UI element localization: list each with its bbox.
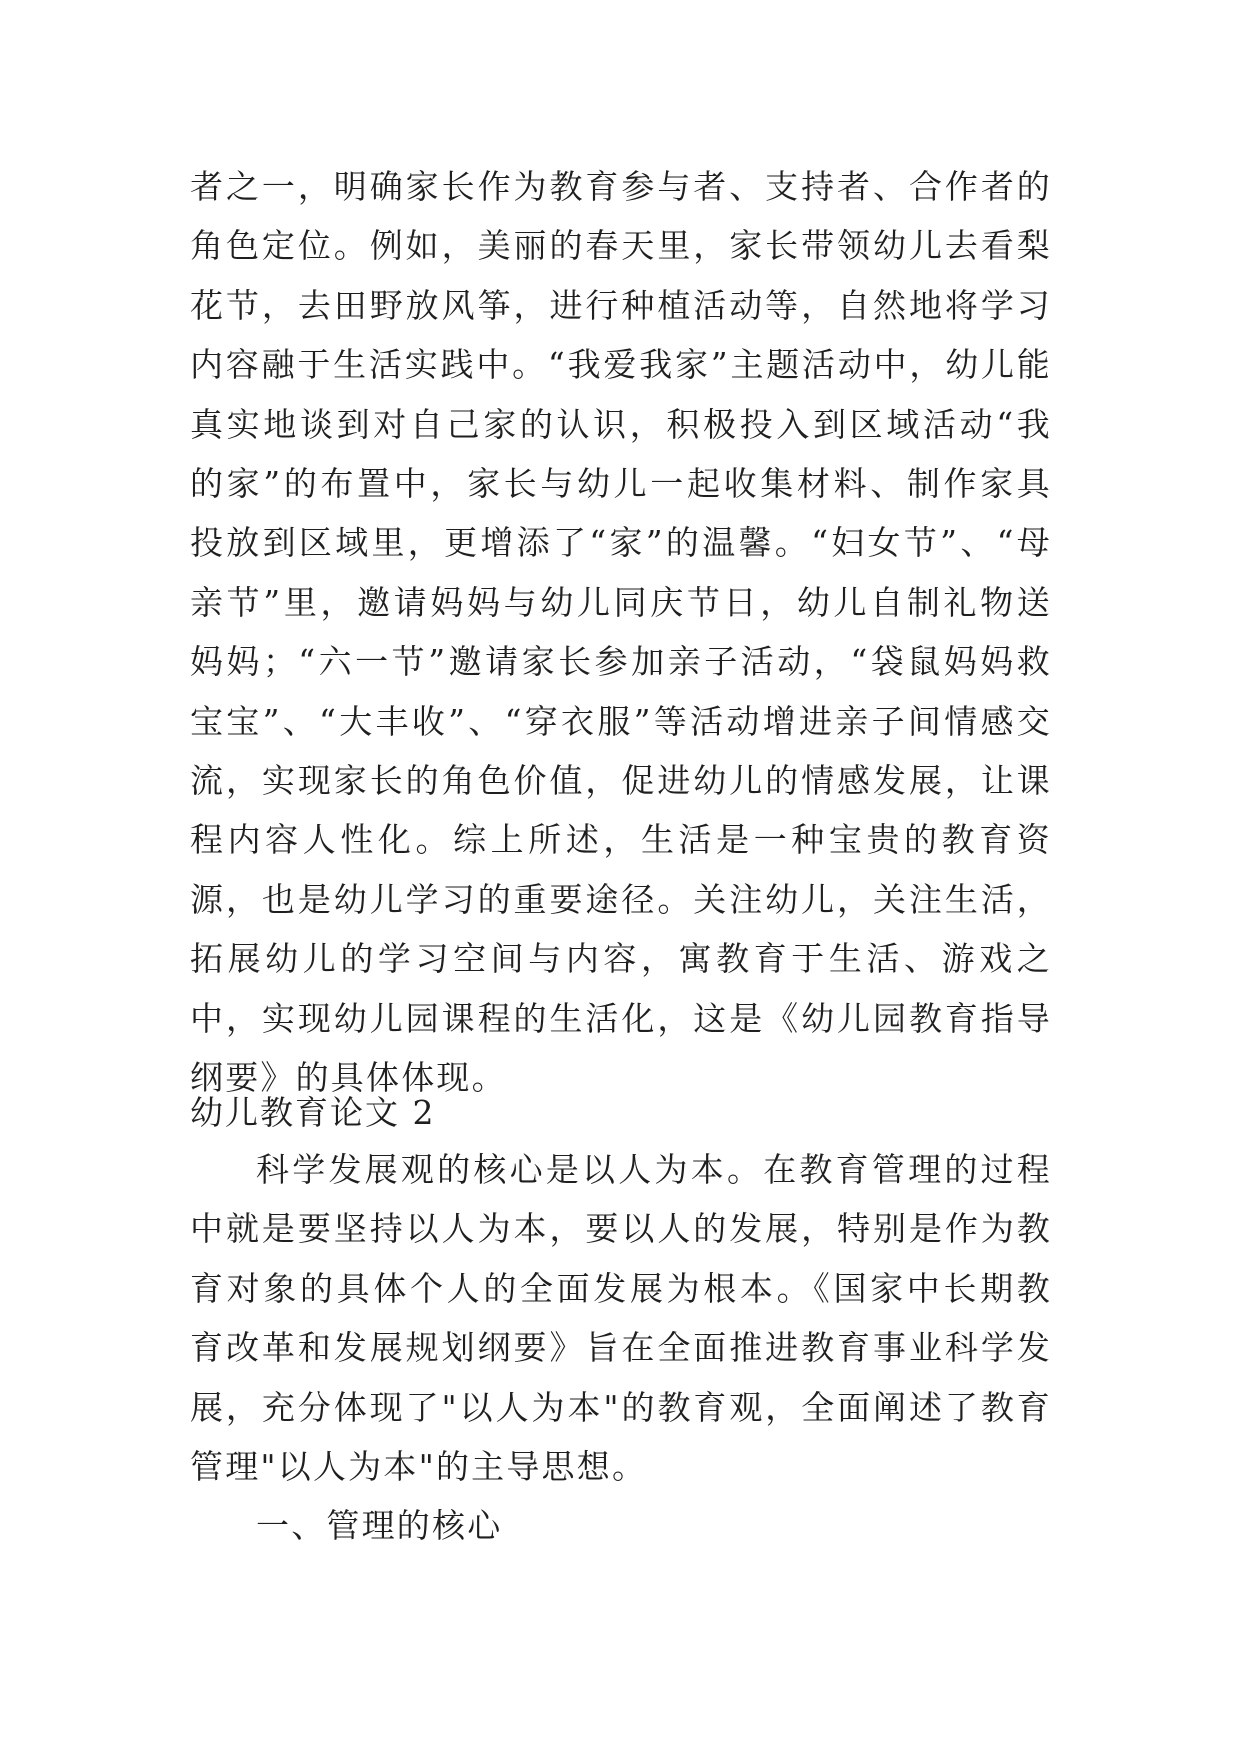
continued-paragraph: 者之一，明确家长作为教育参与者、支持者、合作者的角色定位。例如，美丽的春天里，家长带领幼儿去看梨花节，去田野放风筝，进行种植活动等，自然地将学习内容融于生活实践中。“我爱我家”主题活动中，幼儿能真实地谈到对自己家的认识，积极投入到区域活动“我的家”的布置中，家长与幼儿一起收集材料、制作家具投放到区域里，更增添了“家”的温馨。“妇女节”、“母亲节”里，邀请妈妈与幼儿同庆节日，幼儿自制礼物送妈妈；“六一节”邀请家长参加亲子活动，“袋鼠妈妈救宝宝”、“大丰收”、“穿衣服”等活动增进亲子间情感交流，实现家长的角色价值，促进幼儿的情感发展，让课程内容人性化。综上所述，生活是一种宝贵的教育资源，也是幼儿学习的重要途径。关注幼儿，关注生活，拓展幼儿的学习空间与内容，寓教育于生活、游戏之中，实现幼儿园课程的生活化，这是《幼儿园教育指导纲要》的具体体现。 — [190, 167, 1052, 1098]
subsection-title: 一、管理的核心 — [256, 1506, 503, 1545]
section-title: 幼儿教育论文 2 — [190, 1093, 436, 1132]
intro-paragraph: 科学发展观的核心是以人为本。在教育管理的过程中就是要坚持以人为本，要以人的发展，特别是作为教育对象的具体个人的全面发展为根本。《国家中长期教育改革和发展规划纲要》旨在全面推进教育事业科学发展，充分体现了"以人为本"的教育观，全面阐述了教育管理"以人为本"的主导思想。 — [190, 1150, 1052, 1487]
